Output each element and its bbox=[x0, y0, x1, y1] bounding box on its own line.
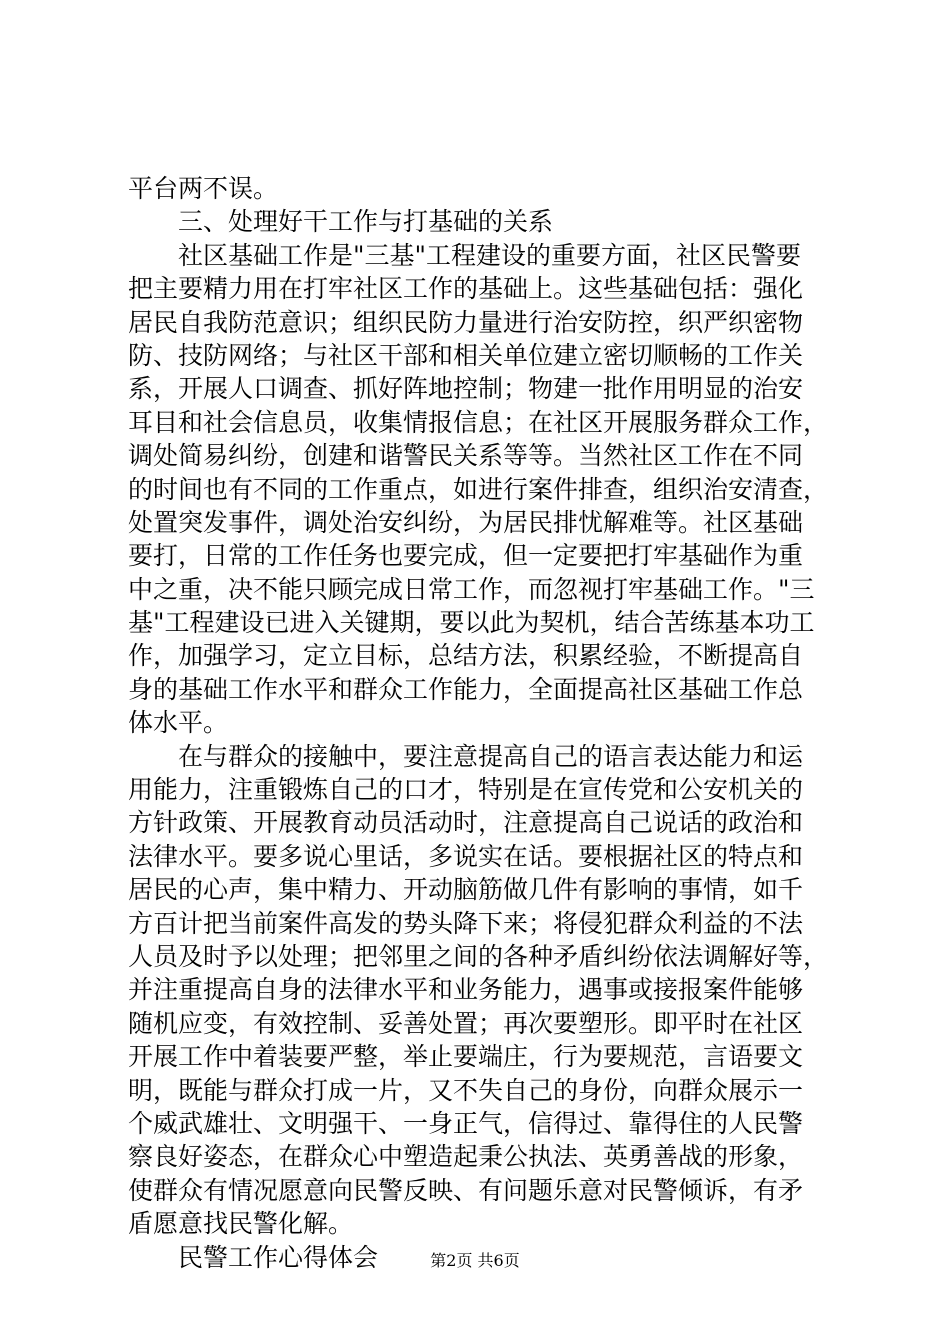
text-line: 耳目和社会信息员，收集情报信息；在社区开展服务群众工作， bbox=[128, 407, 828, 437]
text-line: 个威武雄壮、文明强干、一身正气，信得过、靠得住的人民警 bbox=[128, 1108, 804, 1138]
text-line: 要打，日常的工作任务也要完成，但一定要把打牢基础作为重 bbox=[128, 541, 804, 571]
text-line: 处置突发事件，调处治安纠纷，为居民排忧解难等。社区基础 bbox=[128, 507, 804, 537]
page-footer: 第2页 共6页 bbox=[430, 1251, 520, 1270]
text-line: 方百计把当前案件高发的势头降下来；将侵犯群众利益的不法 bbox=[128, 908, 804, 938]
text-line: 使群众有情况愿意向民警反映、有问题乐意对民警倾诉，有矛 bbox=[128, 1175, 804, 1205]
text-line: 法律水平。要多说心里话，多说实在话。要根据社区的特点和 bbox=[128, 841, 804, 871]
text-line: 把主要精力用在打牢社区工作的基础上。这些基础包括：强化 bbox=[128, 274, 804, 304]
text-line: 用能力，注重锻炼自己的口才，特别是在宣传党和公安机关的 bbox=[128, 775, 804, 805]
text-line: 民警工作心得体会 bbox=[178, 1242, 379, 1272]
document-body bbox=[128, 172, 828, 1274]
text-line: 调处简易纠纷，创建和谐警民关系等等。当然社区工作在不同 bbox=[128, 441, 804, 471]
text-line: 系，开展人口调查、抓好阵地控制；物建一批作用明显的治安 bbox=[128, 374, 804, 404]
text-line: 并注重提高自身的法律水平和业务能力，遇事或接报案件能够 bbox=[128, 975, 804, 1005]
text-line: 随机应变，有效控制、妥善处置；再次要塑形。即平时在社区 bbox=[128, 1008, 804, 1038]
text-line: 开展工作中着装要严整，举止要端庄，行为要规范，言语要文 bbox=[128, 1042, 804, 1072]
text-line: 三、处理好干工作与打基础的关系 bbox=[178, 207, 554, 237]
text-line: 明，既能与群众打成一片，又不失自己的身份，向群众展示一 bbox=[128, 1075, 804, 1105]
text-line: 盾愿意找民警化解。 bbox=[128, 1209, 354, 1239]
text-line: 体水平。 bbox=[128, 708, 229, 738]
text-line: 平台两不误。 bbox=[128, 174, 279, 203]
text-line: 身的基础工作水平和群众工作能力，全面提高社区基础工作总 bbox=[128, 674, 804, 704]
text-line: 人员及时予以处理；把邻里之间的各种矛盾纠纷依法调解好等， bbox=[128, 941, 828, 971]
text-line: 在与群众的接触中，要注意提高自己的语言表达能力和运 bbox=[178, 741, 804, 771]
text-line: 中之重，决不能只顾完成日常工作，而忽视打牢基础工作。"三 bbox=[128, 574, 815, 604]
text-line: 防、技防网络；与社区干部和相关单位建立密切顺畅的工作关 bbox=[128, 340, 804, 370]
text-line: 基"工程建设已进入关键期，要以此为契机，结合苦练基本功工 bbox=[128, 608, 815, 638]
text-line: 作，加强学习，定立目标，总结方法，积累经验，不断提高自 bbox=[128, 641, 804, 671]
text-line: 社区基础工作是"三基"工程建设的重要方面，社区民警要 bbox=[178, 240, 802, 270]
text-line: 方针政策、开展教育动员活动时，注意提高自己说话的政治和 bbox=[128, 808, 804, 838]
text-line: 居民自我防范意识；组织民防力量进行治安防控，织严织密物 bbox=[128, 307, 804, 337]
text-line: 的时间也有不同的工作重点，如进行案件排查，组织治安清查， bbox=[128, 474, 828, 504]
text-line: 察良好姿态，在群众心中塑造起秉公执法、英勇善战的形象， bbox=[128, 1142, 804, 1172]
text-line: 居民的心声，集中精力、开动脑筋做几件有影响的事情，如千 bbox=[128, 875, 804, 905]
